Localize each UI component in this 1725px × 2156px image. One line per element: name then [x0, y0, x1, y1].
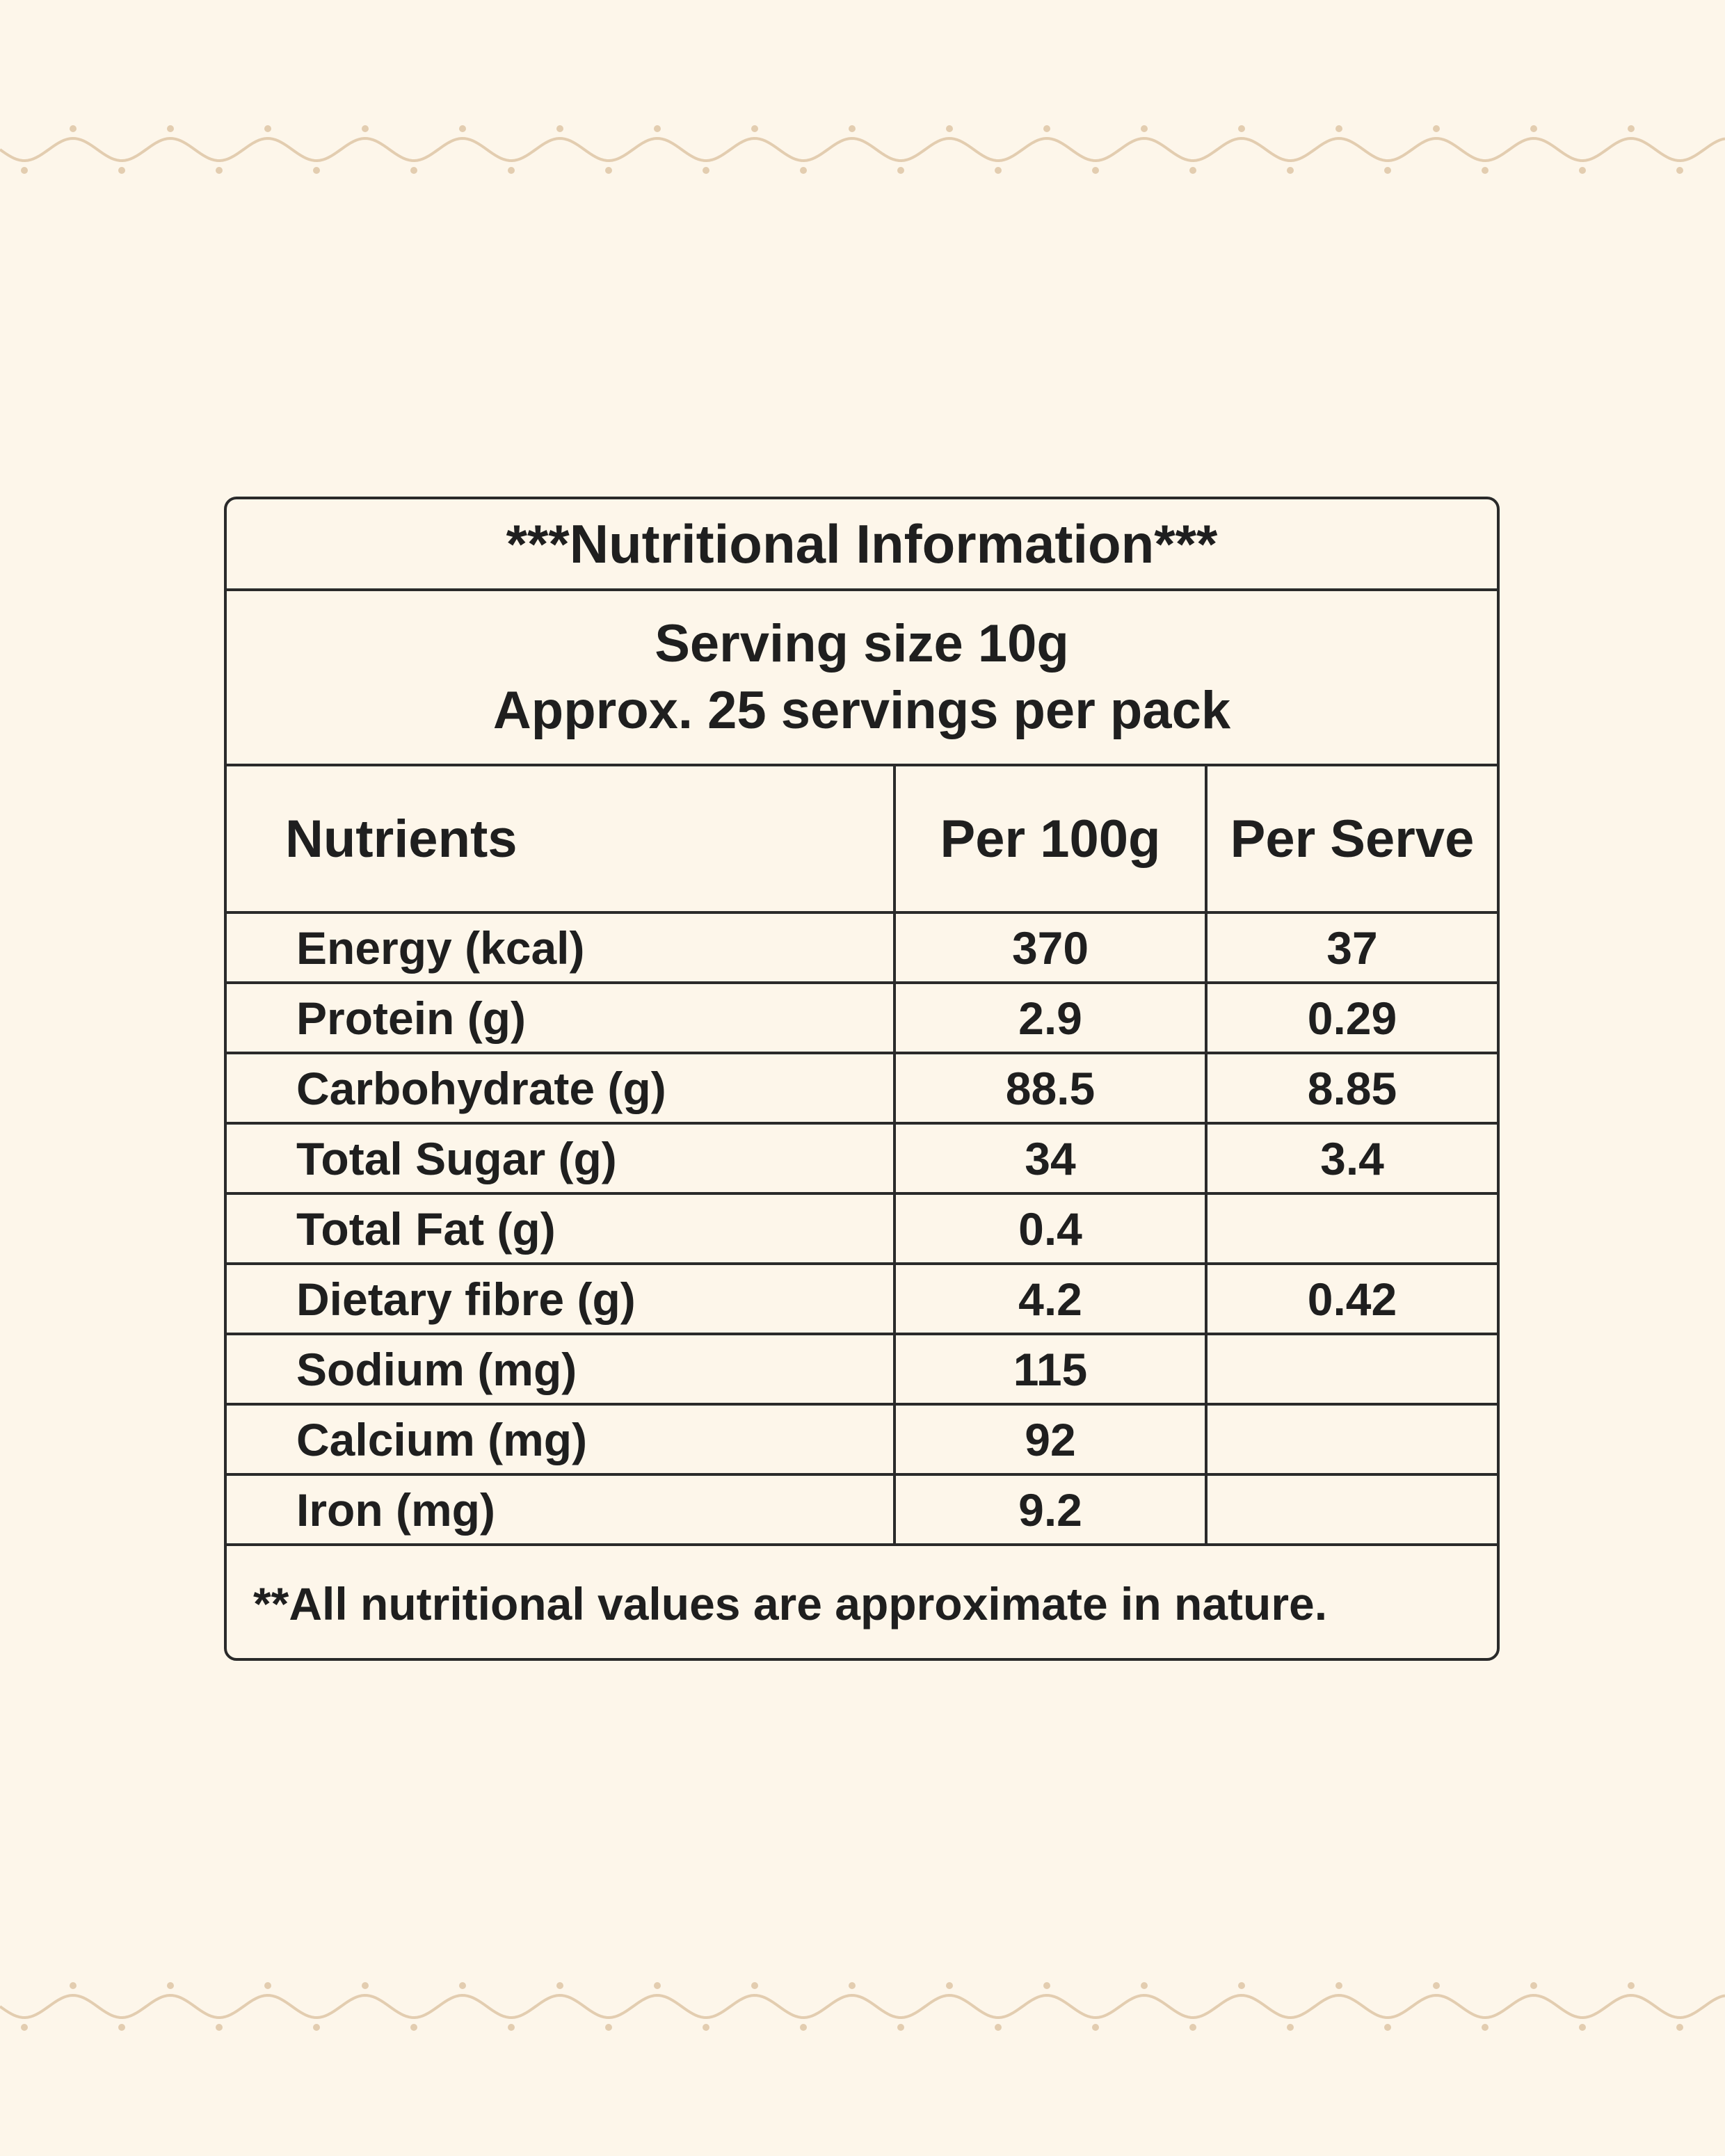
per-serve-value — [1206, 1474, 1497, 1545]
per-100g-value: 0.4 — [894, 1193, 1206, 1264]
wave-dot — [849, 1982, 856, 1989]
per-100g-value: 4.2 — [894, 1264, 1206, 1334]
wave-dot — [1530, 125, 1537, 132]
wave-dot — [897, 167, 904, 174]
wave-dot — [362, 1982, 369, 1989]
table-row — [227, 1193, 1497, 1264]
per-serve-value: 0.29 — [1206, 983, 1497, 1053]
wave-dot — [1384, 167, 1391, 174]
per-100g-value: 92 — [894, 1404, 1206, 1474]
per-serve-value: 0.42 — [1206, 1264, 1497, 1334]
wave-dot — [167, 1982, 174, 1989]
wave-dot — [1433, 1982, 1440, 1989]
wave-dot — [1579, 2024, 1586, 2031]
column-header-per-serve: Per Serve — [1206, 766, 1497, 912]
table-row — [227, 1053, 1497, 1123]
wave-dot — [995, 2024, 1002, 2031]
wave-dot — [1141, 1982, 1148, 1989]
per-100g-value: 370 — [894, 912, 1206, 983]
wave-dot — [703, 167, 709, 174]
wave-dot — [410, 167, 417, 174]
wave-dot — [313, 2024, 320, 2031]
wave-dot — [1676, 167, 1683, 174]
wave-dot — [313, 167, 320, 174]
column-header-nutrients: Nutrients — [227, 766, 894, 912]
wave-dot — [1043, 1982, 1050, 1989]
nutrient-name: Total Sugar (g) — [227, 1123, 894, 1193]
wave-dot — [1238, 1982, 1245, 1989]
wave-dot — [1482, 2024, 1489, 2031]
nutrient-name: Dietary fibre (g) — [227, 1264, 894, 1334]
wave-dot — [1335, 125, 1342, 132]
wave-dot — [70, 1982, 77, 1989]
table-row — [227, 1474, 1497, 1545]
wave-dot — [264, 125, 271, 132]
wave-dot — [1482, 167, 1489, 174]
nutrient-table — [227, 766, 1497, 1546]
wave-dot — [800, 2024, 807, 2031]
wave-dot — [264, 1982, 271, 1989]
wave-dot — [1189, 167, 1196, 174]
table-row — [227, 1334, 1497, 1404]
wave-dot — [1043, 125, 1050, 132]
nutrient-name: Calcium (mg) — [227, 1404, 894, 1474]
per-100g-value: 88.5 — [894, 1053, 1206, 1123]
wave-dot — [1433, 125, 1440, 132]
per-serve-value — [1206, 1404, 1497, 1474]
nutrient-name: Protein (g) — [227, 983, 894, 1053]
wave-dot — [1530, 1982, 1537, 1989]
nutrient-name: Iron (mg) — [227, 1474, 894, 1545]
wave-dot — [118, 167, 125, 174]
table-row — [227, 1404, 1497, 1474]
wave-dot — [410, 2024, 417, 2031]
wave-line — [0, 138, 1725, 161]
table-header-row — [227, 766, 1497, 912]
wave-dot — [556, 1982, 563, 1989]
nutrient-name: Energy (kcal) — [227, 912, 894, 983]
servings-per-pack: Approx. 25 servings per pack — [492, 681, 1231, 740]
per-serve-value — [1206, 1334, 1497, 1404]
wave-dot — [21, 167, 28, 174]
wave-dot — [1092, 2024, 1099, 2031]
nutrient-name: Sodium (mg) — [227, 1334, 894, 1404]
wavy-border-top — [0, 118, 1725, 181]
wavy-border-bottom — [0, 1975, 1725, 2038]
table-row — [227, 1123, 1497, 1193]
per-100g-value: 2.9 — [894, 983, 1206, 1053]
wave-dot — [946, 1982, 953, 1989]
wave-dot — [897, 2024, 904, 2031]
wave-dot — [751, 125, 758, 132]
wave-dot — [1287, 167, 1294, 174]
nutrition-label — [224, 497, 1500, 1661]
wave-dot — [605, 2024, 612, 2031]
wave-dot — [216, 2024, 223, 2031]
wave-dot — [118, 2024, 125, 2031]
per-serve-value: 37 — [1206, 912, 1497, 983]
wave-dot — [1092, 167, 1099, 174]
wave-dot — [1628, 125, 1635, 132]
wave-dot — [703, 2024, 709, 2031]
wave-dot — [1189, 2024, 1196, 2031]
wave-dot — [362, 125, 369, 132]
per-serve-value: 3.4 — [1206, 1123, 1497, 1193]
table-row — [227, 983, 1497, 1053]
column-header-per-100g: Per 100g — [894, 766, 1206, 912]
wave-dot — [459, 1982, 466, 1989]
wave-dot — [1384, 2024, 1391, 2031]
wave-dot — [216, 167, 223, 174]
serving-size: Serving size 10g — [655, 614, 1069, 673]
wave-dot — [995, 167, 1002, 174]
per-serve-value — [1206, 1193, 1497, 1264]
wave-dot — [1579, 167, 1586, 174]
wave-dot — [556, 125, 563, 132]
wave-dot — [1676, 2024, 1683, 2031]
serving-info — [227, 591, 1497, 766]
wave-dot — [946, 125, 953, 132]
per-100g-value: 9.2 — [894, 1474, 1206, 1545]
wave-dot — [849, 125, 856, 132]
wave-dot — [654, 1982, 661, 1989]
wave-line — [0, 1995, 1725, 2018]
wave-dot — [605, 167, 612, 174]
wave-dot — [508, 2024, 515, 2031]
wave-dot — [800, 167, 807, 174]
wave-dot — [1141, 125, 1148, 132]
wave-dot — [654, 125, 661, 132]
wave-dot — [459, 125, 466, 132]
table-row — [227, 1264, 1497, 1334]
wave-dot — [1238, 125, 1245, 132]
wave-dot — [70, 125, 77, 132]
nutrient-name: Carbohydrate (g) — [227, 1053, 894, 1123]
wave-dot — [1628, 1982, 1635, 1989]
wave-dot — [167, 125, 174, 132]
per-100g-value: 115 — [894, 1334, 1206, 1404]
wave-dot — [1287, 2024, 1294, 2031]
wave-dot — [21, 2024, 28, 2031]
label-title: ***Nutritional Information*** — [227, 499, 1497, 591]
table-row — [227, 912, 1497, 983]
wave-dot — [751, 1982, 758, 1989]
wave-dot — [508, 167, 515, 174]
nutrient-name: Total Fat (g) — [227, 1193, 894, 1264]
per-serve-value: 8.85 — [1206, 1053, 1497, 1123]
footnote: **All nutritional values are approximate in nature. — [253, 1578, 1328, 1630]
per-100g-value: 34 — [894, 1123, 1206, 1193]
wave-dot — [1335, 1982, 1342, 1989]
